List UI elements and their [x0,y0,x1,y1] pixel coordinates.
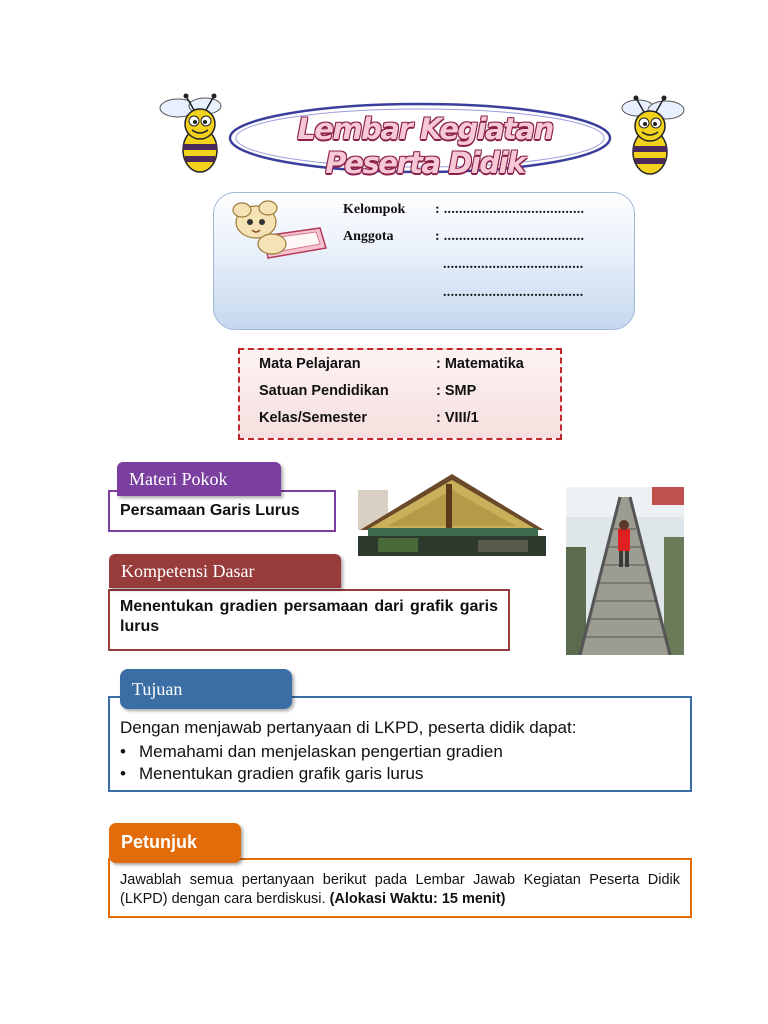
kompetensi-tab: Kompetensi Dasar [109,554,341,588]
tujuan-bullet-text: Memahami dan menjelaskan pengertian gradien [139,742,503,761]
roof-photo [358,468,546,556]
stairs-photo [566,487,684,655]
tujuan-tab: Tujuan [120,669,292,709]
petunjuk-tab: Petunjuk [109,823,241,863]
materi-tab: Materi Pokok [117,462,281,496]
kompetensi-text: Menentukan gradien persamaan dari grafik garis lurus [120,598,498,635]
bullet-icon: • [120,742,126,761]
tujuan-intro: Dengan menjawab pertanyaan di LKPD, peserta didik dapat: [120,718,577,737]
bee-right-icon [622,96,684,175]
subject-label-kelas: Kelas/Semester [259,410,368,426]
subject-value-satuan: : SMP [436,383,477,399]
anggota-field-1[interactable]: : ..................................... [435,229,585,244]
anggota-field-3[interactable]: ..................................... [443,285,584,300]
tujuan-bullet-2 [120,764,680,784]
subject-value-mapel: : Matematika [436,356,524,372]
page-title: Lembar Kegiatan Peserta Didik [297,112,553,180]
tujuan-bullet-text: Menentukan gradien grafik garis lurus [139,764,424,783]
petunjuk-body: Jawablah semua pertanyaan berikut pada Lembar Jawab Kegiatan Peserta Didik (LKPD) dengan cara berdiskusi. [120,872,680,907]
bullet-icon: • [120,764,126,783]
petunjuk-time: (Alokasi Waktu: 15 menit) [329,891,506,907]
tujuan-bullet-1 [120,742,680,762]
bee-left-icon [160,94,221,173]
kelompok-field[interactable]: : ..................................... [435,202,585,217]
anggota-field-2[interactable]: ..................................... [443,257,584,272]
kelompok-label: Kelompok [343,202,406,217]
materi-text: Persamaan Garis Lurus [120,502,300,519]
subject-value-kelas: : VIII/1 [436,410,479,426]
reading-character-icon [228,200,328,262]
anggota-label: Anggota [343,229,394,244]
petunjuk-text [120,871,680,909]
subject-label-satuan: Satuan Pendidikan [259,383,389,399]
subject-label-mapel: Mata Pelajaran [259,356,361,372]
